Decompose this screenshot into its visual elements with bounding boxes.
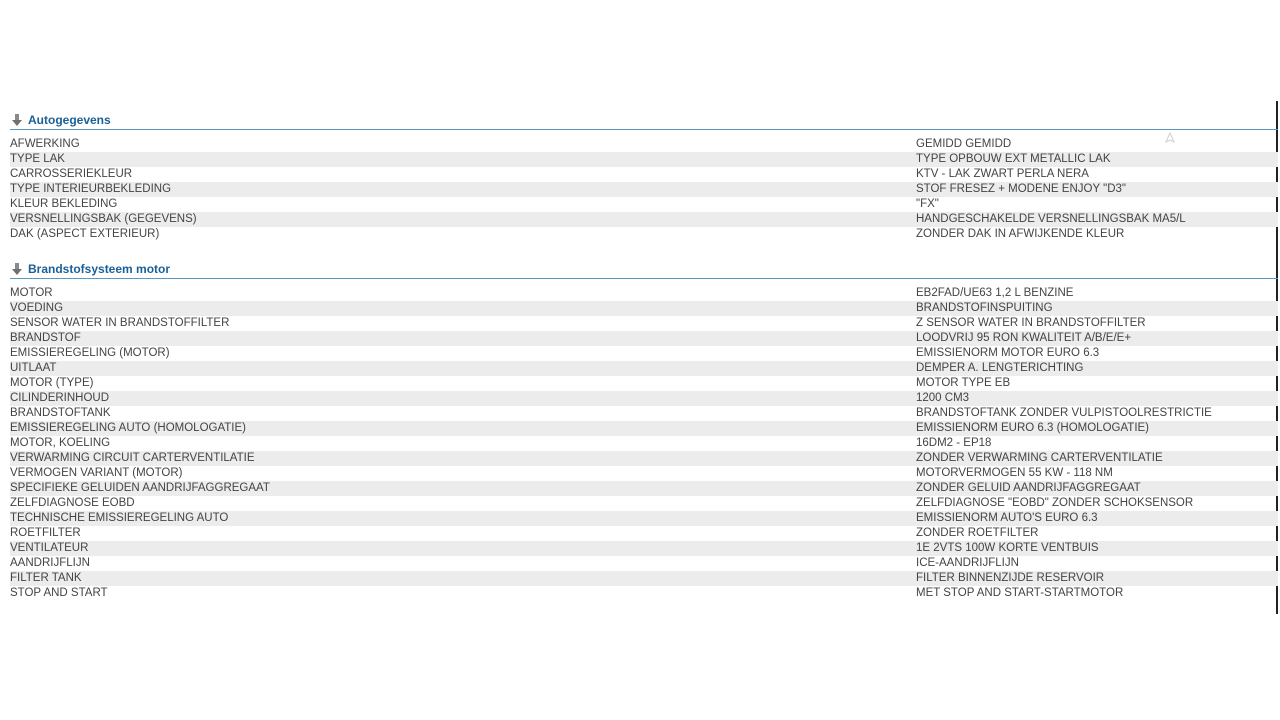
- spec-label: ZELFDIAGNOSE EOBD: [10, 497, 135, 509]
- spec-value: MOTORVERMOGEN 55 KW - 118 NM: [916, 467, 1113, 479]
- spec-row: [10, 496, 1278, 511]
- spec-row: [10, 227, 1278, 242]
- section-title: Autogegevens: [28, 112, 111, 127]
- spec-label: MOTOR, KOELING: [10, 437, 111, 449]
- spec-value: "FX": [916, 198, 939, 210]
- spec-label: BRANDSTOF: [10, 332, 81, 344]
- section-title: Brandstofsysteem motor: [28, 261, 171, 276]
- spec-row: [10, 406, 1278, 421]
- spec-value: LOODVRIJ 95 RON KWALITEIT A/B/E/E+: [916, 332, 1132, 344]
- spec-label: VENTILATEUR: [10, 542, 89, 554]
- spec-row: [10, 182, 1278, 197]
- spec-row: [10, 556, 1278, 571]
- spec-label: MOTOR: [10, 287, 53, 299]
- spec-value: 16DM2 - EP18: [916, 437, 992, 449]
- spec-label: VERWARMING CIRCUIT CARTERVENTILATIE: [10, 452, 255, 464]
- spec-row: [10, 316, 1278, 331]
- spec-row: [10, 466, 1278, 481]
- spec-row: [10, 346, 1278, 361]
- spec-label: ROETFILTER: [10, 527, 81, 539]
- spec-label: EMISSIEREGELING AUTO (HOMOLOGATIE): [10, 422, 247, 434]
- spec-value: BRANDSTOFTANK ZONDER VULPISTOOLRESTRICTIE: [916, 407, 1212, 419]
- spec-row: [10, 421, 1278, 436]
- spec-label: TYPE LAK: [10, 153, 65, 165]
- spec-row: [10, 481, 1278, 496]
- spec-label: DAK (ASPECT EXTERIEUR): [10, 228, 160, 240]
- spec-row: [10, 526, 1278, 541]
- section-header-autogegevens[interactable]: [10, 110, 1278, 130]
- spec-row: [10, 436, 1278, 451]
- spec-row: [10, 571, 1278, 586]
- spec-label: CILINDERINHOUD: [10, 392, 110, 404]
- spec-row: [10, 391, 1278, 406]
- spec-row: [10, 451, 1278, 466]
- spec-value: ZONDER DAK IN AFWIJKENDE KLEUR: [916, 228, 1125, 240]
- spec-value: 1200 CM3: [916, 392, 970, 404]
- spec-value: FILTER BINNENZIJDE RESERVOIR: [916, 572, 1105, 584]
- spec-row: [10, 331, 1278, 346]
- spec-label: BRANDSTOFTANK: [10, 407, 111, 419]
- spec-label: EMISSIEREGELING (MOTOR): [10, 347, 170, 359]
- spec-value: BRANDSTOFINSPUITING: [916, 302, 1053, 314]
- spec-row: [10, 361, 1278, 376]
- spec-row: [10, 137, 1278, 152]
- spec-value: Z SENSOR WATER IN BRANDSTOFFILTER: [916, 317, 1146, 329]
- spec-label: MOTOR (TYPE): [10, 377, 94, 389]
- spec-row: [10, 212, 1278, 227]
- spec-row: [10, 376, 1278, 391]
- spec-label: CARROSSERIEKLEUR: [10, 168, 133, 180]
- spec-label: VERMOGEN VARIANT (MOTOR): [10, 467, 183, 479]
- spec-value: MET STOP AND START-STARTMOTOR: [916, 587, 1124, 599]
- spec-label: VOEDING: [10, 302, 64, 314]
- spec-value: ZONDER VERWARMING CARTERVENTILATIE: [916, 452, 1163, 464]
- spec-label: SPECIFIEKE GELUIDEN AANDRIJFAGGREGAAT: [10, 482, 270, 494]
- spec-value: EB2FAD/UE63 1,2 L BENZINE: [916, 287, 1074, 299]
- spec-row: [10, 152, 1278, 167]
- spec-value: 1E 2VTS 100W KORTE VENTBUIS: [916, 542, 1099, 554]
- spec-rows-brandstofsysteem: [10, 286, 1278, 601]
- spec-value: EMISSIENORM MOTOR EURO 6.3: [916, 347, 1100, 359]
- spec-value: ICE-AANDRIJFLIJN: [916, 557, 1019, 569]
- spec-label: TECHNISCHE EMISSIEREGELING AUTO: [10, 512, 229, 524]
- spec-label: FILTER TANK: [10, 572, 82, 584]
- vehicle-spec-sheet: [10, 110, 1278, 601]
- spec-label: AANDRIJFLIJN: [10, 557, 90, 569]
- spec-row: [10, 167, 1278, 182]
- spec-rows-autogegevens: [10, 137, 1278, 242]
- spec-value: EMISSIENORM EURO 6.3 (HOMOLOGATIE): [916, 422, 1150, 434]
- spec-label: VERSNELLINGSBAK (GEGEVENS): [10, 213, 197, 225]
- spec-row: [10, 541, 1278, 556]
- spec-label: AFWERKING: [10, 138, 80, 150]
- spec-row: [10, 197, 1278, 212]
- spec-label: SENSOR WATER IN BRANDSTOFFILTER: [10, 317, 230, 329]
- spec-value: ZONDER ROETFILTER: [916, 527, 1039, 539]
- spec-row: [10, 586, 1278, 601]
- down-arrow-icon: [10, 113, 24, 127]
- spec-label: STOP AND START: [10, 587, 108, 599]
- spec-row: [10, 301, 1278, 316]
- spec-value: EMISSIENORM AUTO'S EURO 6.3: [916, 512, 1098, 524]
- spec-value: MOTOR TYPE EB: [916, 377, 1011, 389]
- spec-value: ZONDER GELUID AANDRIJFAGGREGAAT: [916, 482, 1141, 494]
- spec-value: GEMIDD GEMIDD: [916, 138, 1012, 150]
- spec-value: HANDGESCHAKELDE VERSNELLINGSBAK MA5/L: [916, 213, 1186, 225]
- spec-value: KTV - LAK ZWART PERLA NERA: [916, 168, 1089, 180]
- spec-label: UITLAAT: [10, 362, 57, 374]
- spec-value: TYPE OPBOUW EXT METALLIC LAK: [916, 153, 1111, 165]
- spec-value: DEMPER A. LENGTERICHTING: [916, 362, 1084, 374]
- section-header-brandstofsysteem[interactable]: [10, 259, 1278, 279]
- spec-row: [10, 286, 1278, 301]
- spec-value: ZELFDIAGNOSE "EOBD" ZONDER SCHOKSENSOR: [916, 497, 1194, 509]
- spec-row: [10, 511, 1278, 526]
- spec-value: STOF FRESEZ + MODENE ENJOY "D3": [916, 183, 1126, 195]
- spec-label: KLEUR BEKLEDING: [10, 198, 118, 210]
- spec-label: TYPE INTERIEURBEKLEDING: [10, 183, 172, 195]
- down-arrow-icon: [10, 262, 24, 276]
